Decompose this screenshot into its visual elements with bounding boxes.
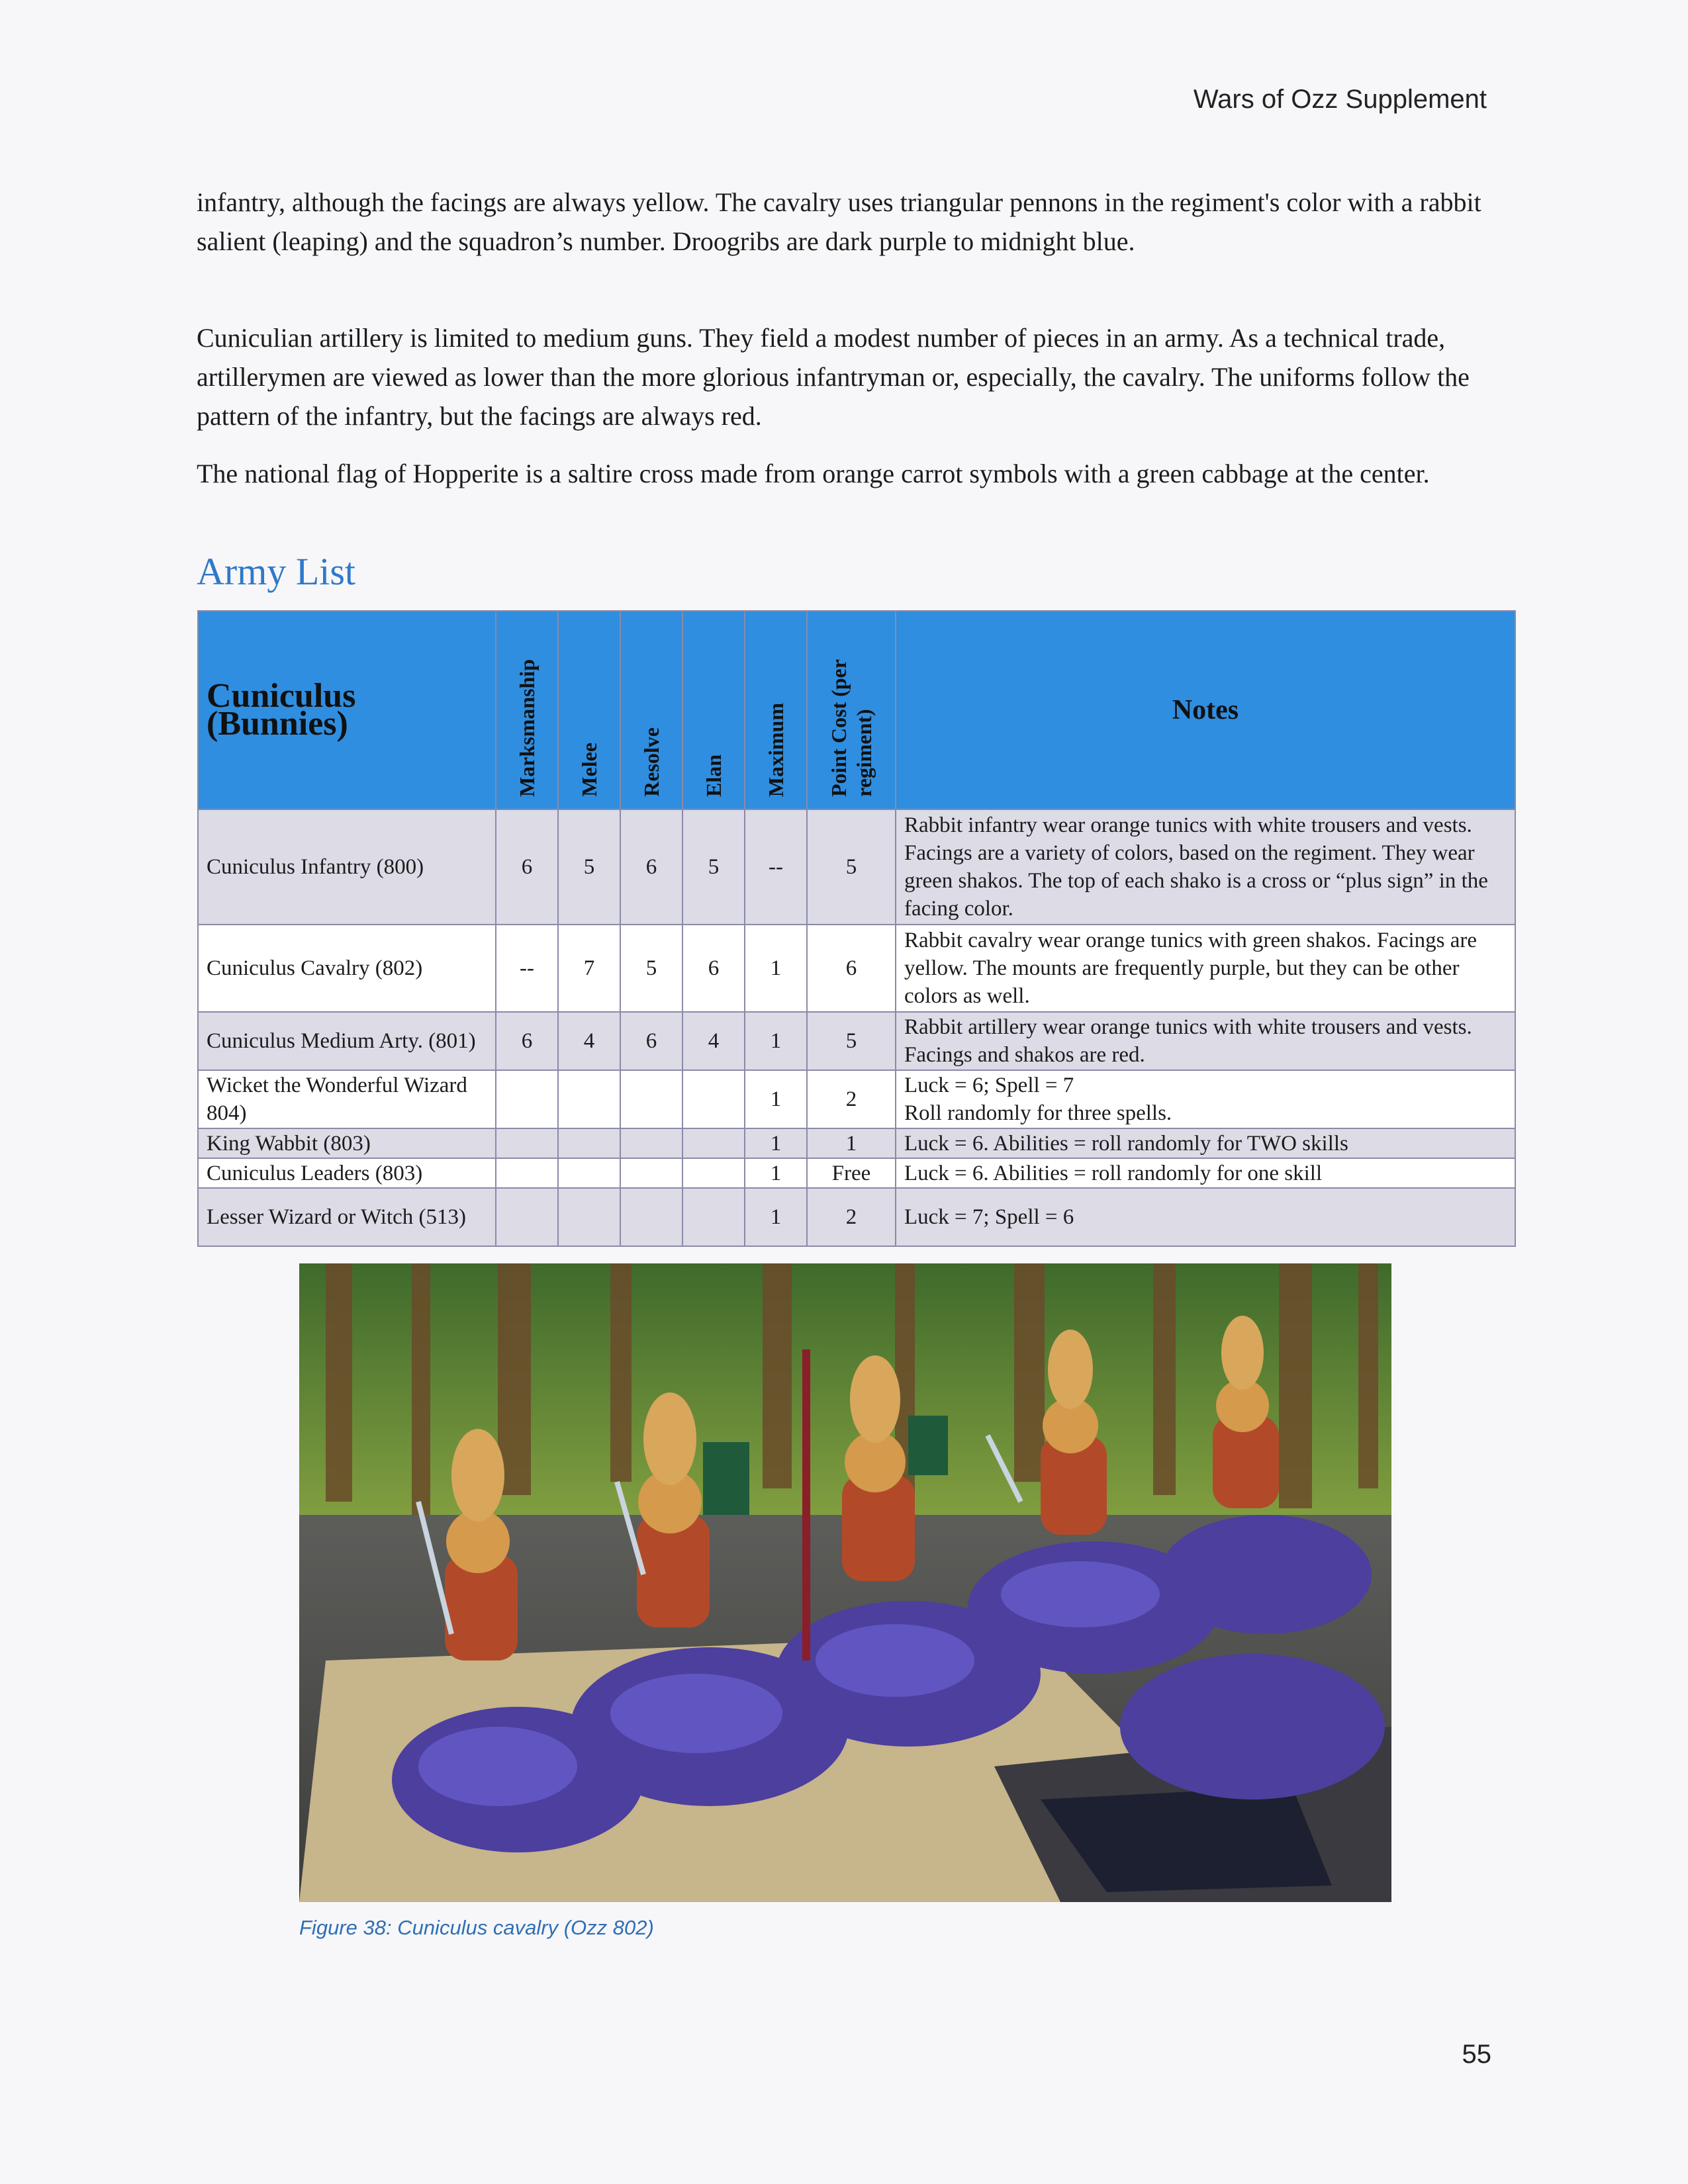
stat-header-label: Elan (702, 754, 726, 797)
stat-column-header (807, 611, 896, 809)
notes-cell (896, 1070, 1515, 1128)
page-number: 55 (1462, 2040, 1491, 2069)
elan-cell: 5 (682, 809, 745, 925)
marksmanship-cell: 6 (496, 1012, 558, 1070)
notes-cell: Rabbit cavalry wear orange tunics with green shakos. Facings are yellow. The mounts are frequently purple, but they can be other colors as well. (896, 925, 1515, 1012)
stat-header-label: Melee (577, 743, 601, 797)
cavalry-miniatures-photo (299, 1263, 1391, 1902)
elan-cell (682, 1158, 745, 1188)
marksmanship-cell (496, 1070, 558, 1128)
resolve-cell (620, 1158, 682, 1188)
body-paragraph: The national flag of Hopperite is a saltire cross made from orange carrot symbols with a green cabbage at the center. (197, 459, 1430, 488)
table-row (198, 925, 1515, 1012)
melee-cell: 5 (558, 809, 620, 925)
maximum-cell: 1 (745, 1128, 807, 1158)
marksmanship-cell (496, 1158, 558, 1188)
maximum-cell: 1 (745, 1188, 807, 1246)
unit-name-cell: King Wabbit (803) (198, 1128, 496, 1158)
stat-header-label: Resolve (639, 727, 663, 797)
table-row (198, 1012, 1515, 1070)
melee-cell: 4 (558, 1012, 620, 1070)
stat-header-label: Marksmanship (515, 659, 539, 797)
resolve-cell (620, 1070, 682, 1128)
table-row (198, 1070, 1515, 1128)
figure-caption: Figure 38: Cuniculus cavalry (Ozz 802) (299, 1916, 654, 1939)
cost-cell: 1 (807, 1128, 896, 1158)
body-paragraph: infantry, although the facings are always yellow. The cavalry uses triangular pennons in the regiment's color with a rabbit salient (leaping) and the squadron’s number. Droogribs are dark purple to midnight blue. (197, 187, 1481, 256)
table-row (198, 1128, 1515, 1158)
notes-cell: Rabbit artillery wear orange tunics with white trousers and vests. Facings and shakos are red. (896, 1012, 1515, 1070)
cost-cell: 2 (807, 1070, 896, 1128)
maximum-cell: 1 (745, 1012, 807, 1070)
elan-cell: 4 (682, 1012, 745, 1070)
stat-column-header (496, 611, 558, 809)
table-row (198, 1158, 1515, 1188)
stat-column-header (745, 611, 807, 809)
maximum-cell: 1 (745, 1070, 807, 1128)
unit-column-header: Cuniculus (Bunnies) (198, 611, 496, 809)
unit-name-cell: Cuniculus Medium Arty. (801) (198, 1012, 496, 1070)
cost-cell: 2 (807, 1188, 896, 1246)
stat-column-header (620, 611, 682, 809)
marksmanship-cell: -- (496, 925, 558, 1012)
unit-name-cell: Lesser Wizard or Witch (513) (198, 1188, 496, 1246)
running-header: Wars of Ozz Supplement (1193, 85, 1487, 114)
cost-cell: 5 (807, 1012, 896, 1070)
elan-cell: 6 (682, 925, 745, 1012)
resolve-cell: 6 (620, 1012, 682, 1070)
stat-header-label: Maximum (764, 702, 788, 797)
table-row (198, 809, 1515, 925)
notes-cell: Luck = 6. Abilities = roll randomly for one skill (896, 1158, 1515, 1188)
table-header-row (198, 611, 1515, 809)
melee-cell (558, 1128, 620, 1158)
resolve-cell (620, 1128, 682, 1158)
elan-cell (682, 1188, 745, 1246)
unit-name-cell: Wicket the Wonderful Wizard 804) (198, 1070, 496, 1128)
maximum-cell: -- (745, 809, 807, 925)
notes-cell: Luck = 6. Abilities = roll randomly for TWO skills (896, 1128, 1515, 1158)
army-list-table (197, 610, 1516, 1247)
unit-name-cell: Cuniculus Leaders (803) (198, 1158, 496, 1188)
cost-cell: 5 (807, 809, 896, 925)
resolve-cell: 5 (620, 925, 682, 1012)
section-heading: Army List (197, 550, 356, 593)
melee-cell (558, 1158, 620, 1188)
unit-name-cell: Cuniculus Cavalry (802) (198, 925, 496, 1012)
cost-cell: 6 (807, 925, 896, 1012)
body-paragraph: Cuniculian artillery is limited to medium guns. They field a modest number of pieces in an army. As a technical trade, artillerymen are viewed as lower than the more glorious infantryman or, especially, the cavalry. The uniforms follow the pattern of the infantry, but the facings are always red. (197, 323, 1470, 431)
notes-line: Roll randomly for three spells. (904, 1101, 1172, 1125)
melee-cell: 7 (558, 925, 620, 1012)
marksmanship-cell (496, 1128, 558, 1158)
marksmanship-cell: 6 (496, 809, 558, 925)
stat-column-header (558, 611, 620, 809)
maximum-cell: 1 (745, 1158, 807, 1188)
notes-cell: Rabbit infantry wear orange tunics with white trousers and vests. Facings are a variety of colors, based on the regiment. They wear green shakos. The top of each shako is a cross or “plus sign” in the facing color. (896, 809, 1515, 925)
table-row (198, 1188, 1515, 1246)
notes-cell: Luck = 7; Spell = 6 (896, 1188, 1515, 1246)
melee-cell (558, 1188, 620, 1246)
cost-cell: Free (807, 1158, 896, 1188)
unit-name-cell: Cuniculus Infantry (800) (198, 809, 496, 925)
elan-cell (682, 1128, 745, 1158)
stat-column-header (682, 611, 745, 809)
elan-cell (682, 1070, 745, 1128)
melee-cell (558, 1070, 620, 1128)
notes-line: Luck = 6; Spell = 7 (904, 1073, 1074, 1097)
marksmanship-cell (496, 1188, 558, 1246)
resolve-cell: 6 (620, 809, 682, 925)
resolve-cell (620, 1188, 682, 1246)
notes-column-header: Notes (896, 611, 1515, 809)
stat-header-label: Point Cost (per regiment) (827, 659, 876, 797)
maximum-cell: 1 (745, 925, 807, 1012)
